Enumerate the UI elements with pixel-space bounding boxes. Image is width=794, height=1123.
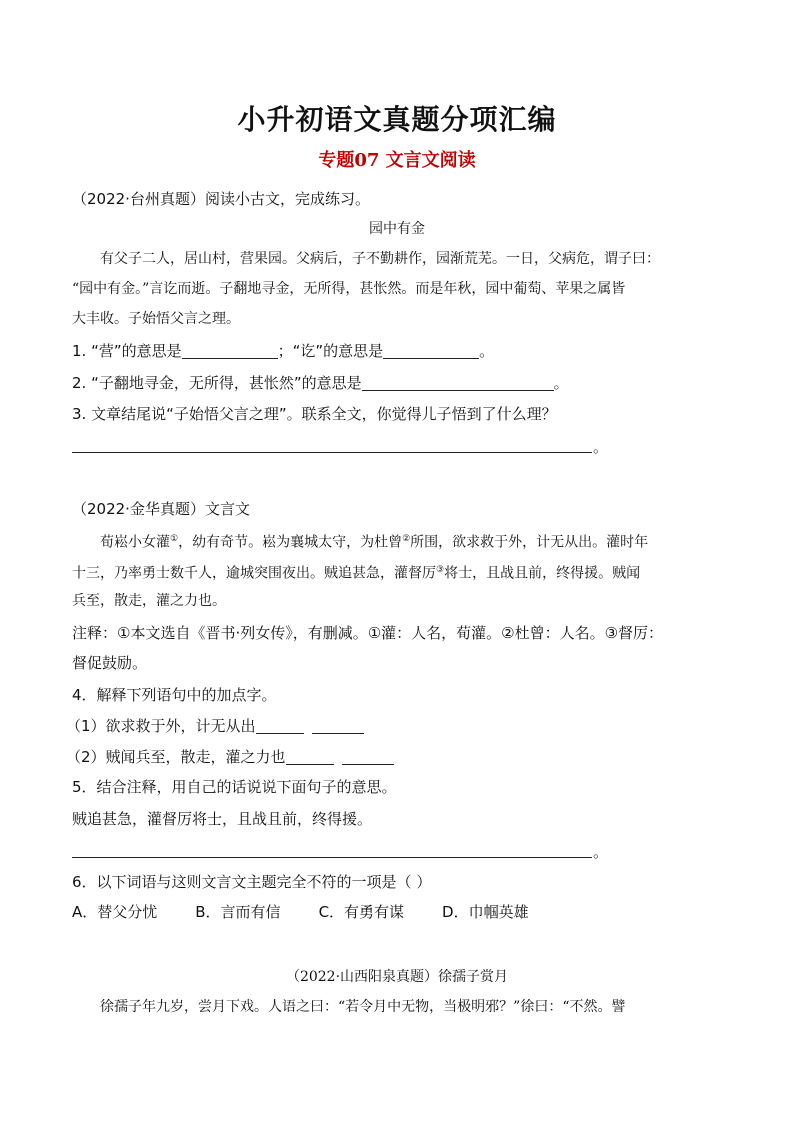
footnote-marker: ③ (436, 565, 445, 575)
question-6: 6．以下词语与这则文言文主题完全不符的一项是（ ） (72, 873, 432, 891)
passage-text: 将士，且战且前，终得援。贼闻 (444, 565, 641, 582)
passage-text: 十三，乃率勇士数千人，逾城突围夜出。贼追甚急，灌督厉 (72, 565, 436, 582)
footnote-marker: ① (170, 534, 179, 544)
option-c[interactable]: C．有勇有谋 (318, 903, 405, 921)
question-1-part-a: 1. “营”的意思是 (72, 342, 182, 360)
question-1-part-b: ；“讫”的意思是 (277, 342, 384, 360)
question-4-2 (66, 746, 726, 768)
answer-line-period: 。 (593, 438, 609, 456)
question-4: 4．解释下列语句中的加点字。 (72, 686, 277, 704)
section2-note: 督促鼓励。 (72, 654, 148, 672)
answer-line[interactable] (72, 452, 592, 453)
section3-intro: （2022·山西阳泉真题）徐孺子赏月 (285, 969, 509, 985)
document-title: 小升初语文真题分项汇编 (237, 103, 557, 136)
section2-note: 注释：①本文选自《晋书·列女传》，有删减。①灌：人名，荀灌。②杜曾：人名。③督厉： (72, 624, 664, 642)
answer-blank[interactable] (342, 748, 394, 765)
section2-passage-line (72, 559, 732, 585)
answer-blank[interactable] (182, 342, 278, 359)
answer-line[interactable] (72, 857, 592, 858)
question-4-2-text: （2）贼闻兵至，散走，灌之力也 (66, 748, 286, 766)
question-2 (72, 372, 732, 394)
answer-blank[interactable] (286, 748, 334, 765)
passage-text: ，幼有奇节。崧为襄城太守，为杜曾 (178, 534, 403, 551)
question-3: 3. 文章结尾说“子始悟父言之理”。联系全文，你觉得儿子悟到了什么理？ (72, 405, 557, 423)
footnote-marker: ② (402, 534, 411, 544)
document-subtitle: 专题07 文言文阅读 (318, 150, 476, 171)
section1-passage-line: 大丰收。子始悟父言之理。 (72, 311, 240, 327)
question-2-end: 。 (553, 374, 569, 392)
question-5-sentence: 贼追甚急，灌督厉将士，且战且前，终得援。 (72, 810, 373, 828)
question-1-end: 。 (479, 342, 495, 360)
answer-line-period: 。 (593, 843, 609, 861)
passage-text: 所围，欲求救于外，计无从出。灌时年 (410, 534, 649, 551)
section1-passage-line: “园中有金。”言讫而逝。子翻地寻金，无所得，甚怅然。而是年秋，园中葡萄、苹果之属皆 (72, 281, 626, 297)
answer-blank[interactable] (256, 717, 304, 734)
passage-text: 荀崧小女灌 (100, 534, 170, 551)
question-5: 5．结合注释，用自己的话说说下面句子的意思。 (72, 778, 397, 796)
question-6-options (72, 901, 732, 923)
option-d[interactable]: D．巾帼英雄 (442, 903, 529, 921)
answer-blank[interactable] (383, 342, 479, 359)
section1-passage-title: 园中有金 (369, 221, 425, 237)
option-a[interactable]: A．替父分忧 (72, 903, 158, 921)
option-b[interactable]: B．言而有信 (195, 903, 281, 921)
question-2-text: 2. “子翻地寻金，无所得，甚怅然”的意思是 (72, 374, 362, 392)
section2-passage-line: 兵至，散走，灌之力也。 (72, 593, 226, 609)
question-1 (72, 340, 732, 362)
question-4-1-text: （1）欲求救于外，计无从出 (66, 717, 256, 735)
section2-intro: （2022·金华真题）文言文 (72, 500, 250, 518)
answer-blank[interactable] (312, 717, 364, 734)
section3-passage-line: 徐孺子年九岁，尝月下戏。人语之曰：“若令月中无物，当极明邪？”徐曰：“不然。譬 (100, 999, 626, 1015)
section1-passage-line: 有父子二人，居山村，营果园。父病后，子不勤耕作，园渐荒芜。一日，父病危，谓子曰： (100, 251, 660, 267)
section1-intro: （2022·台州真题）阅读小古文，完成练习。 (72, 190, 370, 208)
answer-blank[interactable] (362, 374, 554, 391)
section2-passage-line (72, 528, 732, 554)
question-4-1 (66, 715, 726, 737)
